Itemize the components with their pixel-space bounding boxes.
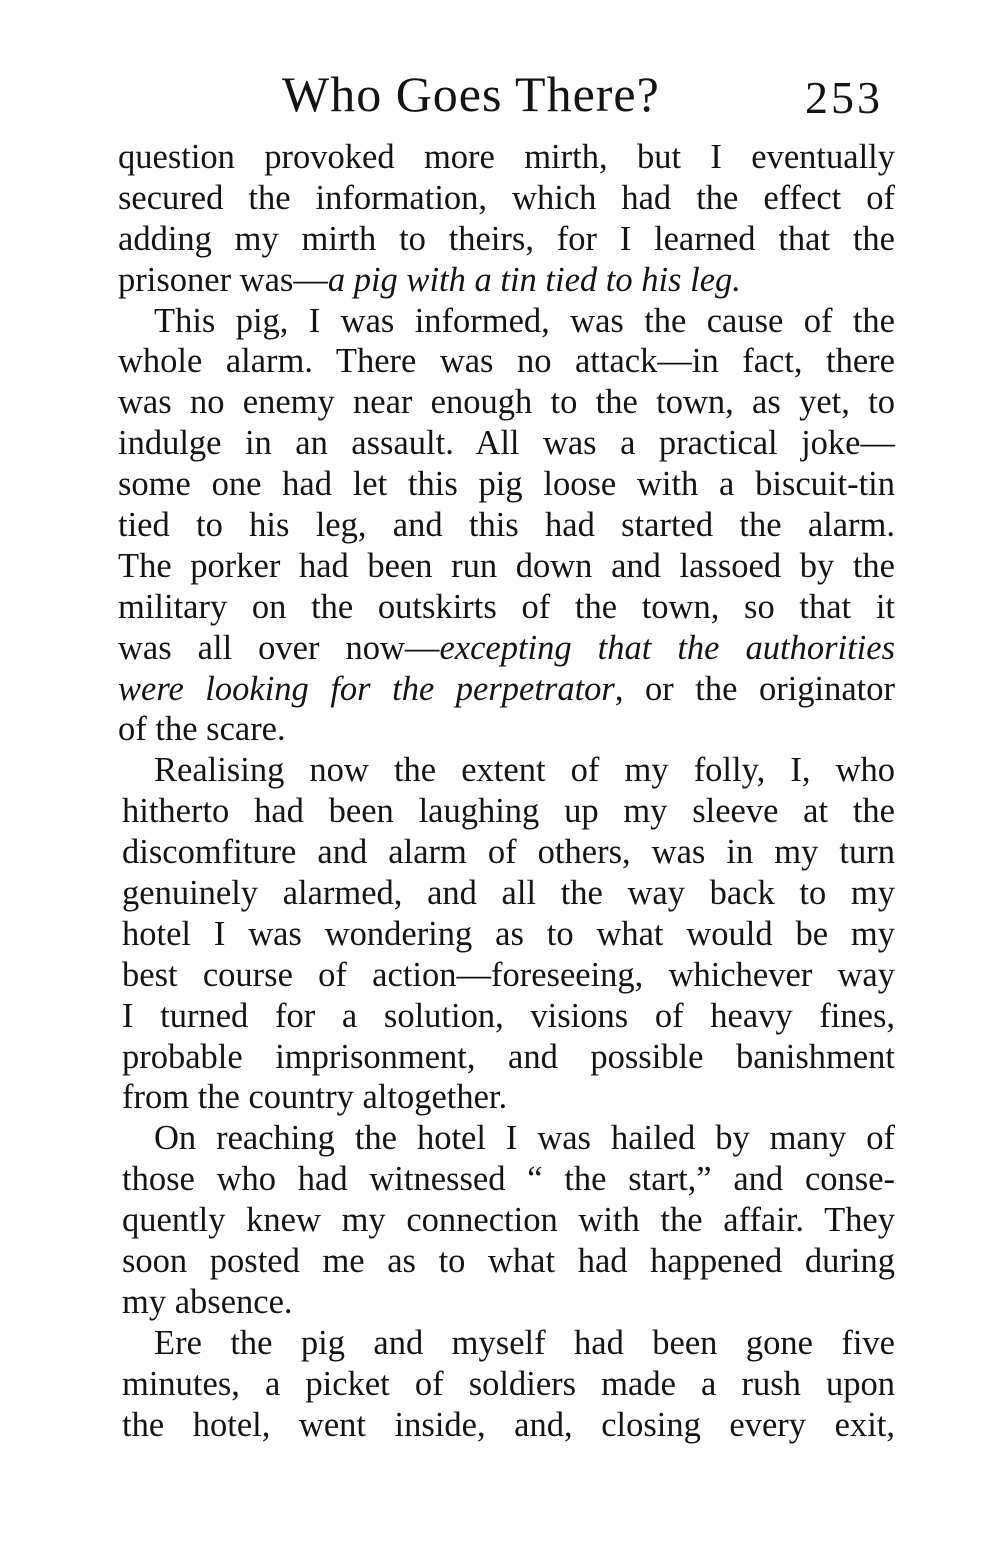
text-run: was all over now— [118,628,440,667]
text-line: was no enemy near enough to the town, as yet, to [118,383,895,422]
text-line: tied to his leg, and this had started the alarm. [118,506,895,545]
running-head [118,62,895,126]
text-line: minutes, a picket of soldiers made a rush upon [122,1364,895,1403]
text-run: prisoner was— [118,260,328,299]
text-line: probable imprisonment, and possible banishment [122,1037,895,1076]
text-line: of the scare. [118,710,286,749]
text-line [118,669,895,710]
italic-text-run: a pig with a tin tied to his leg. [327,260,741,299]
text-line: hotel I was wondering as to what would be my [122,914,895,953]
text-line: discomfiture and alarm of others, was in my turn [122,833,895,872]
text-line: from the country altogether. [122,1078,508,1117]
text-line: soon posted me as to what had happened during [122,1242,895,1281]
text-line: best course of action—foreseeing, whichever way [122,955,895,994]
text-line: Ere the pig and myself had been gone five [154,1323,895,1362]
text-run: , or the originator [614,669,895,708]
text-line: This pig, I was informed, was the cause of the [154,301,895,340]
running-title: Who Goes There? [282,66,660,122]
text-line: my absence. [122,1282,293,1321]
text-line: I turned for a solution, visions of heavy fines, [122,996,895,1035]
text-line: secured the information, which had the effect of [118,178,895,217]
body-text [118,137,895,1446]
text-line: indulge in an assault. All was a practical joke— [118,424,895,463]
text-line: quently knew my connection with the affair. They [122,1201,895,1240]
text-line: hitherto had been laughing up my sleeve at the [122,792,895,831]
text-line: those who had witnessed “ the start,” and conse- [122,1160,895,1199]
text-line [118,628,895,669]
text-line: the hotel, went inside, and, closing every exit, [122,1405,895,1444]
italic-text-run: were looking for the perpetrator [118,669,615,708]
text-line: On reaching the hotel I was hailed by many of [154,1119,895,1158]
italic-text-run: excepting that the authorities [439,628,896,667]
text-line [118,260,895,301]
text-line: whole alarm. There was no attack—in fact, there [118,342,895,381]
text-line: military on the outskirts of the town, so that it [118,587,895,626]
text-line: genuinely alarmed, and all the way back to my [122,874,895,913]
text-line: some one had let this pig loose with a biscuit-tin [118,465,895,504]
page-number: 253 [805,72,883,123]
text-line: Realising now the extent of my folly, I, who [154,751,895,790]
text-line: The porker had been run down and lassoed by the [118,546,895,585]
text-line: adding my mirth to theirs, for I learned that the [118,219,895,258]
text-line: question provoked more mirth, but I eventually [118,138,895,176]
